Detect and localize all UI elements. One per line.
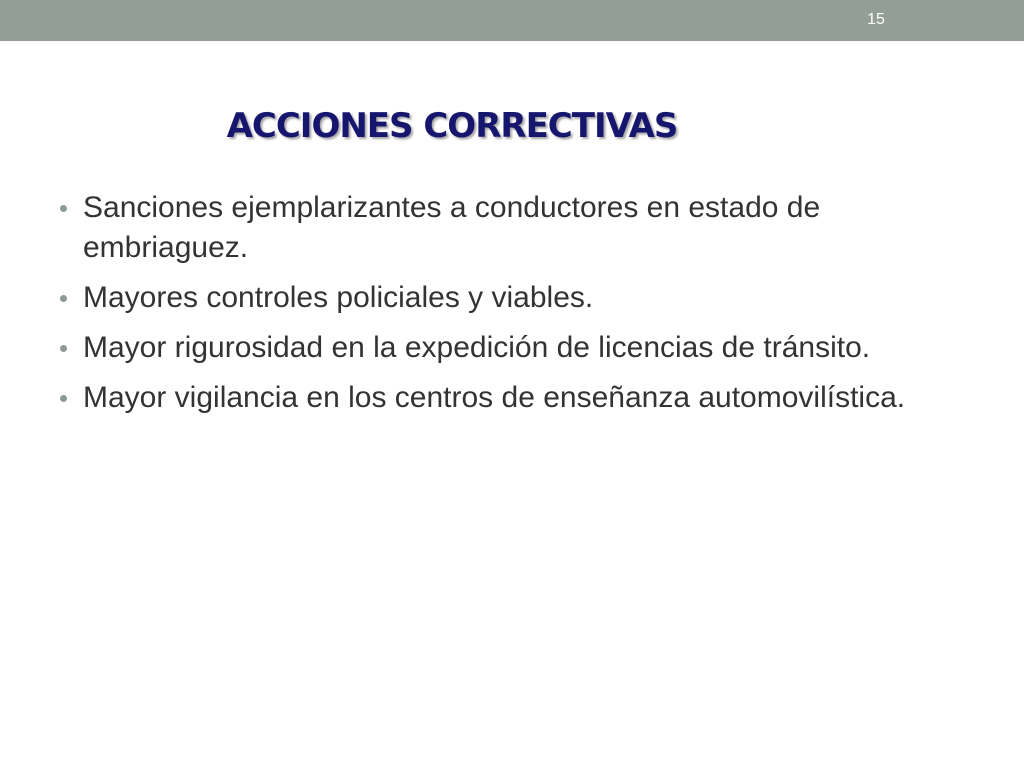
bullet-dot-icon	[60, 345, 67, 352]
top-bar	[0, 0, 1024, 41]
bullet-text: Mayor rigurosidad en la expedición de licencias de tránsito.	[83, 331, 871, 364]
bullet-item	[60, 328, 960, 368]
slide-number: 15	[867, 11, 885, 28]
bullet-item	[60, 278, 960, 318]
bullet-dot-icon	[60, 395, 67, 402]
bullet-item	[60, 378, 960, 418]
bullet-dot-icon	[60, 295, 67, 302]
bullet-text: Mayores controles policiales y viables.	[83, 281, 594, 314]
bullet-list	[60, 188, 960, 428]
bullet-item	[60, 188, 960, 268]
slide-title: ACCIONES CORRECTIVAS	[226, 106, 678, 146]
bullet-text: Mayor vigilancia en los centros de enseñanza automovilística.	[83, 381, 906, 414]
bullet-text: Sanciones ejemplarizantes a conductores en estado de embriaguez.	[83, 191, 821, 264]
bullet-dot-icon	[60, 205, 67, 212]
